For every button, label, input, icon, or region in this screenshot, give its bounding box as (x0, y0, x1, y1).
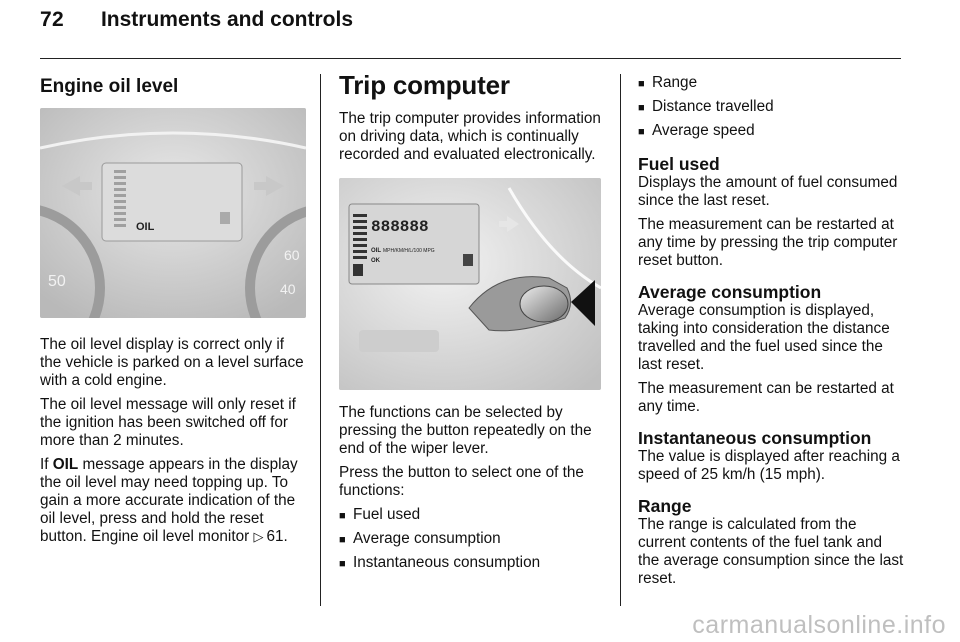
square-bullet-icon: ■ (339, 510, 346, 522)
paragraph-trip-intro: The trip computer provides information on driving data, which is continually recorded and evaluated electronically. (339, 110, 601, 163)
column-divider-1 (320, 74, 321, 606)
gauge-number-40: 40 (280, 281, 296, 297)
paragraph-oil-3: If OIL message appears in the display the oil level may need topping up. To gain a more accurate indication of the oil level, press and hold the reset button. Engine oil level monitor ▷ 61. (40, 456, 298, 545)
list-item: ■ Fuel used (339, 506, 421, 523)
list-item: ■ Average consumption (339, 530, 501, 547)
column-engine-oil (40, 74, 306, 552)
heading-trip-computer: Trip computer (339, 70, 510, 100)
list-item: ■ Range (638, 74, 698, 91)
column-trip-functions (638, 74, 906, 594)
square-bullet-icon: ■ (638, 78, 645, 90)
column-divider-2 (620, 74, 621, 606)
units-label: MPH/KM/H/L/100 MPG (383, 248, 435, 254)
heading-engine-oil-level: Engine oil level (40, 76, 179, 97)
trip-computer-image (339, 178, 601, 390)
square-bullet-icon: ■ (638, 102, 645, 114)
oil-label: OIL (371, 248, 381, 254)
oil-label: OIL (136, 221, 155, 233)
gauge-number-60: 60 (284, 247, 300, 263)
column-trip-computer (339, 70, 607, 578)
heading-range: Range (638, 496, 692, 516)
list-item: ■ Average speed (638, 122, 755, 139)
watermark: carmanualsonline.info (692, 611, 946, 639)
square-bullet-icon: ■ (339, 558, 346, 570)
paragraph-average-consumption-1: Average consumption is displayed, taking into consideration the distance travelled and the fuel used since the last reset. (638, 302, 890, 373)
fuel-icon (353, 264, 363, 276)
page-reference: 61. (266, 528, 288, 545)
wiper-button-icon (520, 286, 568, 322)
paragraph-oil-2: The oil level message will only reset if the ignition has been switched off for more than 2 minutes. (40, 396, 296, 449)
heading-fuel-used: Fuel used (638, 154, 720, 174)
paragraph-oil-1: The oil level display is correct only if the vehicle is parked on a level surface with a cold engine. (40, 336, 304, 389)
paragraph-trip-2: Press the button to select one of the functions: (339, 464, 584, 499)
page-number: 72 (40, 8, 64, 31)
paragraph-range: The range is calculated from the current contents of the fuel tank and the average consumption since the last reset. (638, 516, 904, 587)
square-bullet-icon: ■ (638, 126, 645, 138)
page-header (40, 8, 353, 48)
fuel-icon (220, 212, 230, 224)
paragraph-fuel-used-2: The measurement can be restarted at any time by pressing the trip computer reset button. (638, 216, 898, 269)
oil-keyword: OIL (52, 456, 79, 473)
paragraph-instantaneous-consumption: The value is displayed after reaching a speed of 25 km/h (15 mph). (638, 448, 900, 483)
heading-average-consumption: Average consumption (638, 282, 822, 302)
paragraph-average-consumption-2: The measurement can be restarted at any time. (638, 380, 894, 415)
header-rule (40, 58, 901, 59)
square-bullet-icon: ■ (339, 534, 346, 546)
ok-label: OK (371, 258, 380, 264)
digit-display: 888888 (371, 218, 429, 236)
seat-icon (463, 254, 473, 266)
list-item: ■ Instantaneous consumption (339, 554, 541, 571)
paragraph-fuel-used-1: Displays the amount of fuel consumed since the last reset. (638, 174, 898, 209)
gauge-number-50: 50 (48, 273, 66, 290)
section-title: Instruments and controls (100, 8, 353, 31)
arrow-reference-icon: ▷ (253, 529, 264, 544)
list-item: ■ Distance travelled (638, 98, 774, 115)
heading-instantaneous-consumption: Instantaneous consumption (638, 428, 872, 448)
oil-display-image (40, 108, 306, 318)
paragraph-trip-1: The functions can be selected by pressing the button repeatedly on the end of the wiper lever. (339, 404, 592, 457)
